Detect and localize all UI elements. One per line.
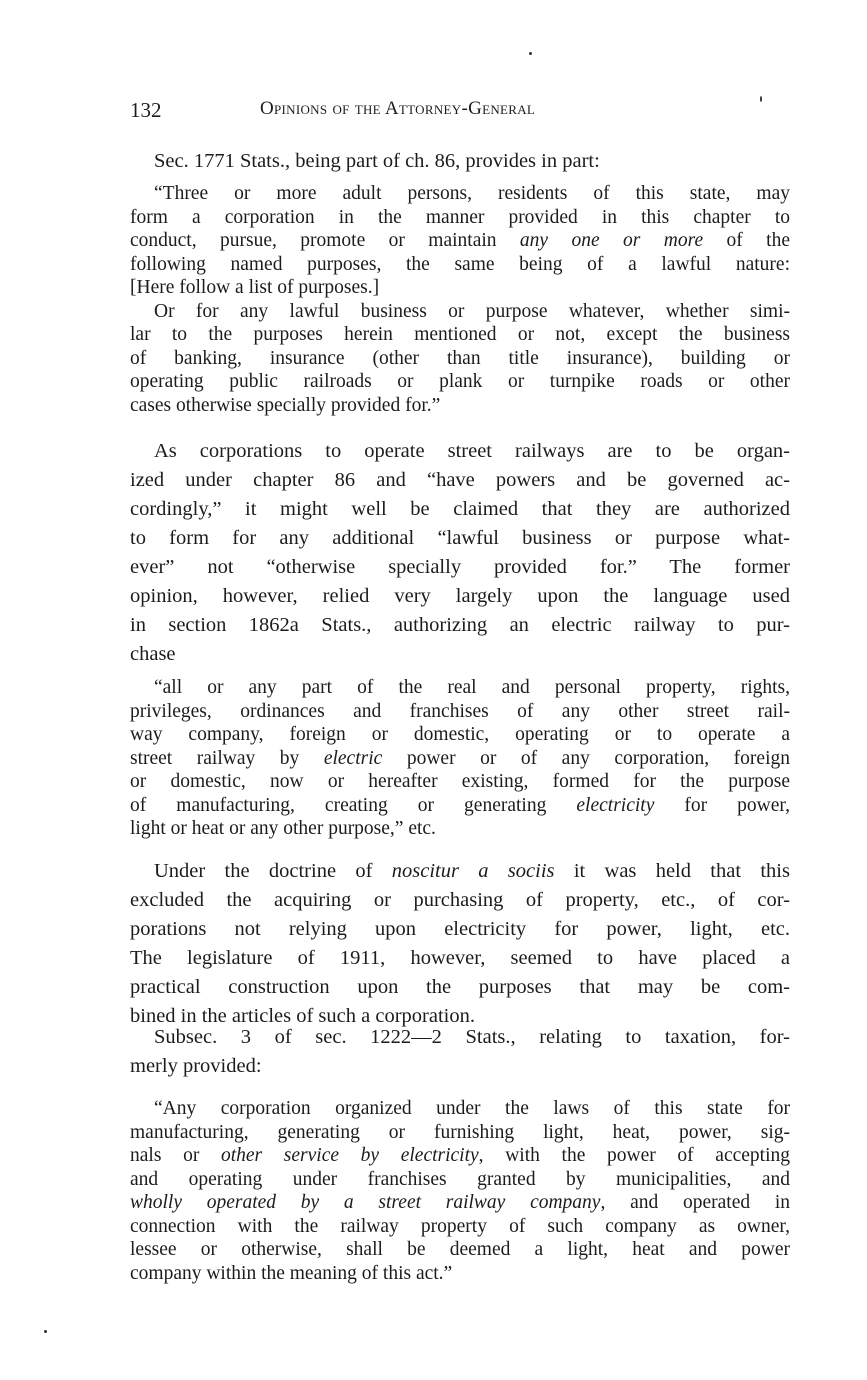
text-line: cordingly,” it might well be claimed that they are authorized	[130, 498, 790, 520]
text-line: merly provided:	[130, 1055, 262, 1077]
text-line: of banking, insurance (other than title insurance), building or	[130, 347, 790, 369]
italic-phrase: noscitur a sociis	[391, 860, 555, 882]
italic-phrase: wholly operated by a street railway company	[130, 1192, 601, 1213]
text-line: manufacturing, generating or furnishing light, heat, power, sig-	[130, 1121, 790, 1143]
text-line: Subsec. 3 of sec. 1222—2 Stats., relating to taxation, for-	[154, 1026, 790, 1048]
text-line: Or for any lawful business or purpose whatever, whether simi-	[154, 300, 790, 322]
text-line: conduct, pursue, promote or maintain any one or more of the	[130, 230, 790, 251]
quote-statute-1862a	[130, 676, 790, 841]
text-line: ized under chapter 86 and “have powers and be governed ac-	[130, 469, 790, 491]
print-speck	[44, 1330, 47, 1333]
italic-phrase: any one or more	[519, 230, 704, 251]
text-line: or domestic, now or hereafter existing, formed for the purpose	[130, 771, 790, 792]
text-line: The legislature of 1911, however, seemed to have placed a	[130, 947, 790, 969]
text-line: operating public railroads or plank or turnpike roads or other	[130, 371, 790, 392]
intro-paragraph	[130, 147, 790, 176]
text-line: As corporations to operate street railways are to be organ-	[154, 440, 790, 462]
text-line: privileges, ordinances and franchises of any other street rail-	[130, 700, 790, 722]
text-line: porations not relying upon electricity for power, light, etc.	[130, 918, 790, 940]
print-speck	[529, 52, 532, 55]
text-line: connection with the railway property of such company as owner,	[130, 1215, 790, 1237]
text-line: excluded the acquiring or purchasing of property, etc., of cor-	[130, 889, 790, 911]
text-line: Under the doctrine of noscitur a sociis it was held that this	[154, 860, 790, 882]
text-line: to form for any additional “lawful business or purpose what-	[130, 527, 790, 549]
text-line: lessee or otherwise, shall be deemed a light, heat and power	[130, 1239, 790, 1260]
italic-phrase: other service by electricity	[220, 1145, 479, 1166]
paragraph-street-railways	[130, 437, 790, 669]
text-line: practical construction upon the purposes that may be com-	[130, 976, 790, 998]
text-line: street railway by electric power or of any corporation, foreign	[130, 747, 790, 769]
text-line: chase	[130, 643, 176, 665]
text-line: form a corporation in the manner provided in this chapter to	[130, 206, 790, 228]
text-line: Sec. 1771 Stats., being part of ch. 86, provides in part:	[154, 150, 600, 172]
quote-statute-1222-2	[130, 1097, 790, 1285]
text-line: opinion, however, relied very largely upon the language used	[130, 585, 790, 607]
text-line: lar to the purposes herein mentioned or not, except the business	[130, 324, 790, 345]
text-line: company within the meaning of this act.”	[130, 1262, 453, 1284]
text-line: following named purposes, the same being of a lawful nature:	[130, 253, 790, 275]
text-line: way company, foreign or domestic, operating or to operate a	[130, 724, 790, 745]
text-line: ever” not “otherwise specially provided for.” The former	[130, 556, 790, 578]
page-number: 132	[130, 98, 162, 122]
text-line: [Here follow a list of purposes.]	[130, 277, 380, 298]
text-line: wholly operated by a street railway company, and operated in	[130, 1192, 791, 1213]
italic-phrase: electric	[323, 747, 383, 769]
quote-statute-1771	[130, 182, 790, 417]
text-line: nals or other service by electricity, with the power of accepting	[130, 1145, 790, 1166]
text-line: and operating under franchises granted by municipalities, and	[130, 1168, 790, 1190]
running-title: Opinions of the Attorney-General	[260, 98, 536, 119]
paragraph-noscitur	[130, 857, 790, 1031]
text-line: cases otherwise specially provided for.”	[130, 394, 441, 416]
italic-phrase: electricity	[576, 794, 655, 816]
text-line: “all or any part of the real and personal property, rights,	[154, 677, 790, 698]
text-line: of manufacturing, creating or generating electricity for power,	[130, 794, 790, 816]
text-line: bined in the articles of such a corporation.	[130, 1005, 475, 1027]
page-header	[130, 98, 770, 128]
text-line: “Three or more adult persons, residents of this state, may	[154, 183, 790, 204]
text-line: “Any corporation organized under the laws of this state for	[154, 1098, 790, 1119]
paragraph-subsec-3	[130, 1023, 790, 1081]
text-line: light or heat or any other purpose,” etc.	[130, 818, 436, 839]
text-line: in section 1862a Stats., authorizing an electric railway to pur-	[130, 614, 790, 636]
